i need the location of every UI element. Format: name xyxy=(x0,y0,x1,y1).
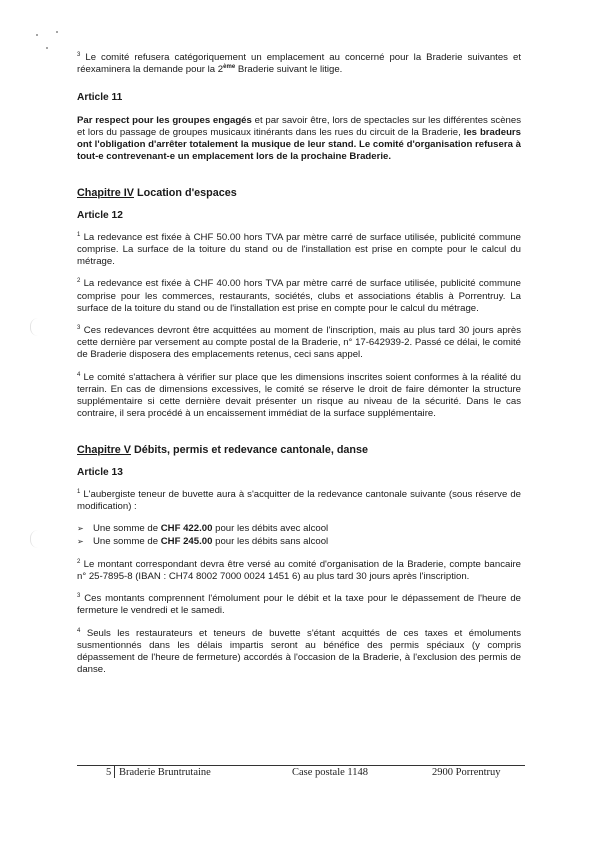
article-12-heading: Article 12 xyxy=(77,209,123,221)
para-text: La redevance est fixée à CHF 50.00 hors TVA par mètre carré de surface utilisée, publicité commune comprise. La surface de la toiture du stand ou de l'installation est prise en compte pour le calcul du métrage. xyxy=(77,231,521,268)
list-text: Une somme de xyxy=(93,523,161,535)
chapter-v-heading xyxy=(77,444,521,456)
footer-separator xyxy=(114,766,115,778)
scan-speck xyxy=(36,34,38,36)
footer-rule xyxy=(77,765,525,766)
article-13-heading: Article 13 xyxy=(77,466,123,478)
article-12-para-1 xyxy=(77,232,521,269)
para-number: 2 xyxy=(77,558,81,565)
document-body xyxy=(77,52,521,686)
list-text: Une somme de xyxy=(93,536,161,548)
para-number: 1 xyxy=(77,488,81,495)
para-text: Ces montants comprennent l'émolument pour le débit et la taxe pour le dépassement de l'heure de fermeture le vendredi et le samedi. xyxy=(77,593,521,617)
para-number: 3 xyxy=(77,325,81,332)
article-13-para-4 xyxy=(77,628,521,677)
list-item xyxy=(77,523,521,535)
bold-text: . Le comité d'organisation refusera à tout-e contrevenant-e un emplacement lors de la prochaine Braderie. xyxy=(77,139,521,163)
para-number: 4 xyxy=(77,627,81,634)
article-12-para-4 xyxy=(77,372,521,421)
list-item xyxy=(77,536,521,548)
article-13-para-3 xyxy=(77,593,521,617)
fee-amount: CHF 422.00 xyxy=(160,523,213,535)
article-13-para-1 xyxy=(77,489,521,513)
chapter-iv-heading xyxy=(77,187,521,199)
arrow-bullet-icon: ➢ xyxy=(77,537,84,547)
bold-text: les bradeurs ont l'obligation d'arrêter totalement la musique de leur stand xyxy=(77,126,521,151)
chapter-number: Chapitre IV xyxy=(77,187,134,200)
page-number: 5 xyxy=(106,767,112,778)
footer-organization: Braderie Bruntrutaine xyxy=(119,767,211,778)
list-text: pour les débits avec alcool xyxy=(212,523,329,535)
para-text: L'aubergiste teneur de buvette aura à s'acquitter de la redevance cantonale suivante (sous réserve de modification) : xyxy=(77,488,521,513)
punch-hole-mark xyxy=(30,530,41,548)
para-number: 4 xyxy=(77,371,81,378)
arrow-bullet-icon: ➢ xyxy=(77,524,84,534)
fee-amount: CHF 245.00 xyxy=(160,536,213,548)
para-number: 3 xyxy=(77,52,81,58)
para-text: Ces redevances devront être acquittées au moment de l'inscription, mais au plus tard 30 jours après cette dernière par versement au compte postal de la Braderie, n° 17-642939-2. Passé ce délai, le comité de Braderie disposera des emplacements retenus, ceci sans appel. xyxy=(77,325,521,361)
chapter-title: Débits, permis et redevance cantonale, danse xyxy=(131,444,369,457)
article-13-para-2 xyxy=(77,559,521,583)
article-11-text xyxy=(77,115,521,164)
scan-speck xyxy=(46,47,48,49)
chapter-title: Location d'espaces xyxy=(134,187,237,200)
para-text: Le comité s'attachera à vérifier sur place que les dimensions inscrites soient conformes à la réalité du terrain. En cas de dimensions excessives, le comité se réserve le droit de faire démonter la structure supplémentaire si cette dernière devait présenter un risque au niveau de la sécurité. Dans le cas contraire, il sera procédé à un encaissement immédiat de la surface supplémentaire. xyxy=(77,371,521,420)
para-text: Seuls les restaurateurs et teneurs de buvette s'étant acquittés de ces taxes et émoluments susmentionnés dans les délais impartis seront au bénéfice des permis spéciaux (y compris dépassement de l'heure de fermeture) accordés à l'occasion de la Braderie, à l'exclusion des permis de danse. xyxy=(77,627,521,676)
footer-postbox: Case postale 1148 xyxy=(292,767,369,778)
footer-city: 2900 Porrentruy xyxy=(432,767,501,778)
fee-list xyxy=(77,523,521,548)
para-text: La redevance est fixée à CHF 40.00 hors TVA par mètre carré de surface utilisée, publicité commune comprise pour les commerces, restaurants, sociétés, clubs et associations établis à Porrentruy. La surface de la toiture du stand ou de l'installation est prise en compte pour le calcul du métrage. xyxy=(77,278,521,314)
article-12-para-3 xyxy=(77,325,521,362)
punch-hole-mark xyxy=(30,318,41,336)
para-number: 1 xyxy=(77,231,81,238)
para-text: Le montant correspondant devra être versé au comité d'organisation de la Braderie, compte bancaire n° 25-7895-8 (IBAN : CH74 8002 7000 0024 1451 6) au plus tard 30 jours après l'inscription. xyxy=(77,558,521,582)
para-number: 3 xyxy=(77,593,81,600)
chapter-number: Chapitre V xyxy=(77,444,131,457)
scan-speck xyxy=(56,31,58,33)
bold-text: groupes engagés xyxy=(172,114,252,126)
para-text: Le comité refusera catégoriquement un emplacement au concerné pour la Braderie suivantes et réexaminera la demande pour la 2 xyxy=(77,52,521,76)
ordinal-suffix: ème xyxy=(223,64,236,71)
list-text: pour les débits sans alcool xyxy=(212,536,329,548)
paragraph-litige xyxy=(77,52,521,76)
para-text: Braderie suivant le litige. xyxy=(235,64,343,76)
para-number: 2 xyxy=(77,278,81,285)
article-11-heading: Article 11 xyxy=(77,92,123,104)
para-text: et par savoir être, lors de spectacles sur les différentes scènes et lors du passage de groupes musicaux itinérants dans les rues du circuit de la Braderie, xyxy=(77,114,521,138)
article-12-para-2 xyxy=(77,278,521,315)
bold-text: Par respect pour les xyxy=(77,114,173,126)
